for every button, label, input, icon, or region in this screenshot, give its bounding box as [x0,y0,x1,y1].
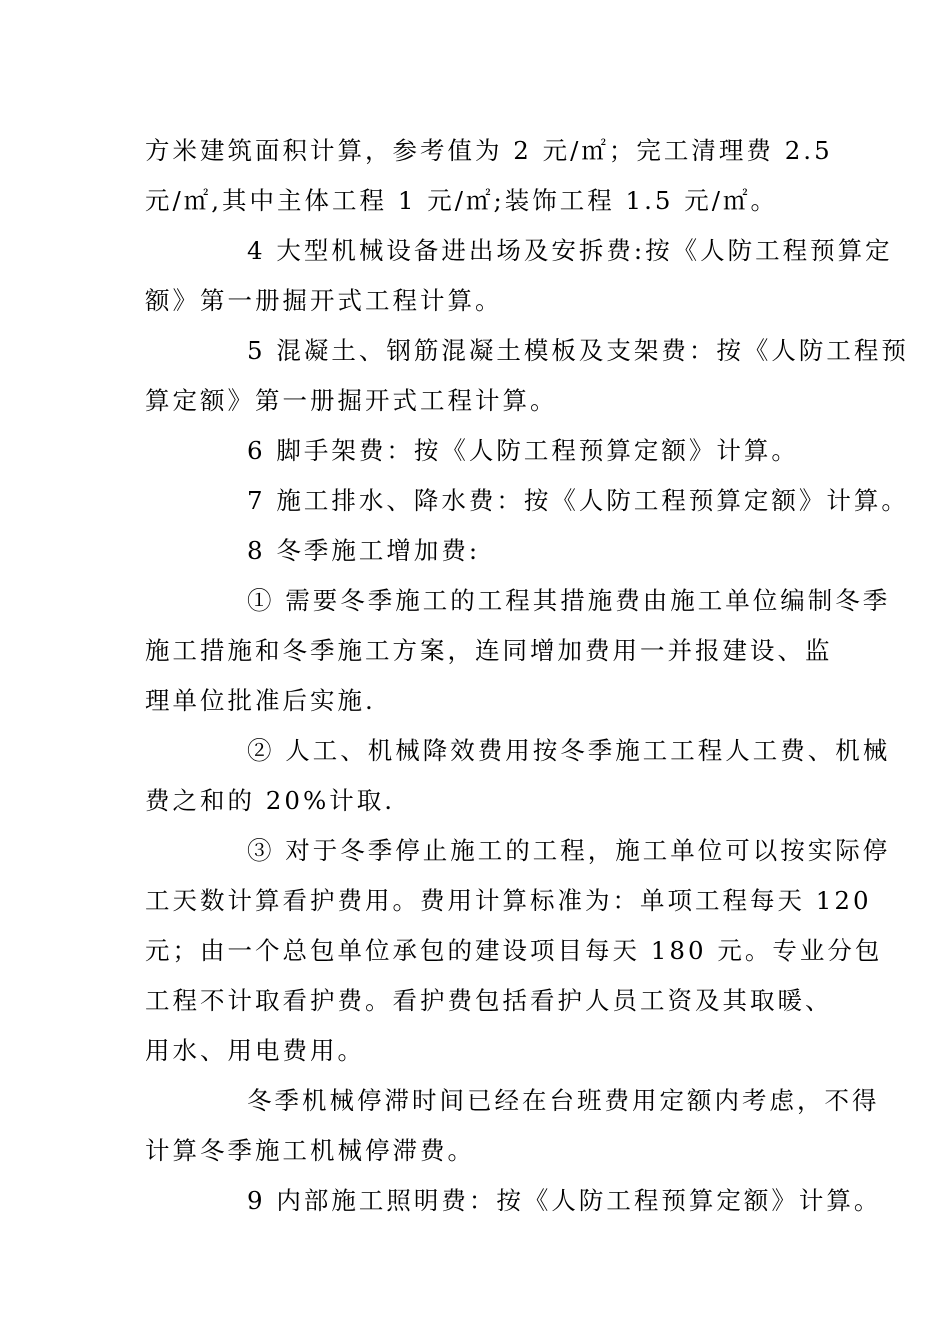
text-line: 元/㎡,其中主体工程 1 元/㎡;装饰工程 1.5 元/㎡。 [145,186,779,215]
document-body [145,126,909,1226]
text-line: 理单位批准后实施. [145,686,376,715]
text-line: 8 冬季施工增加费: [247,536,481,565]
text-line: 额》第一册掘开式工程计算。 [145,286,503,315]
text-line: 4 大型机械设备进出场及安拆费:按《人防工程预算定 [247,236,893,265]
text-line: ③ 对于冬季停止施工的工程，施工单位可以按实际停 [247,836,891,865]
text-line: 方米建筑面积计算，参考值为 2 元/㎡；完工清理费 2.5 [145,136,833,165]
text-line: 施工措施和冬季施工方案，连同增加费用一并报建设、监 [145,636,833,665]
text-line: 6 脚手架费：按《人防工程预算定额》计算。 [247,436,799,465]
text-line: ② 人工、机械降效费用按冬季施工工程人工费、机械 [247,736,891,765]
text-line: 工程不计取看护费。看护费包括看护人员工资及其取暖、 [145,986,833,1015]
text-line: 算定额》第一册掘开式工程计算。 [145,386,558,415]
text-line: 冬季机械停滞时间已经在台班费用定额内考虑，不得 [247,1086,880,1115]
text-line: 5 混凝土、钢筋混凝土模板及支架费：按《人防工程预 [247,336,909,365]
text-line: 元；由一个总包单位承包的建设项目每天 180 元。专业分包 [145,936,883,965]
text-line: 9 内部施工照明费：按《人防工程预算定额》计算。 [247,1186,882,1215]
text-line: 计算冬季施工机械停滞费。 [145,1136,475,1165]
text-line: 费之和的 20%计取. [145,786,396,815]
text-line: ① 需要冬季施工的工程其措施费由施工单位编制冬季 [247,586,891,615]
text-line: 工天数计算看护费用。费用计算标准为：单项工程每天 120 [145,886,872,915]
text-line: 7 施工排水、降水费：按《人防工程预算定额》计算。 [247,486,909,515]
text-line: 用水、用电费用。 [145,1036,365,1065]
